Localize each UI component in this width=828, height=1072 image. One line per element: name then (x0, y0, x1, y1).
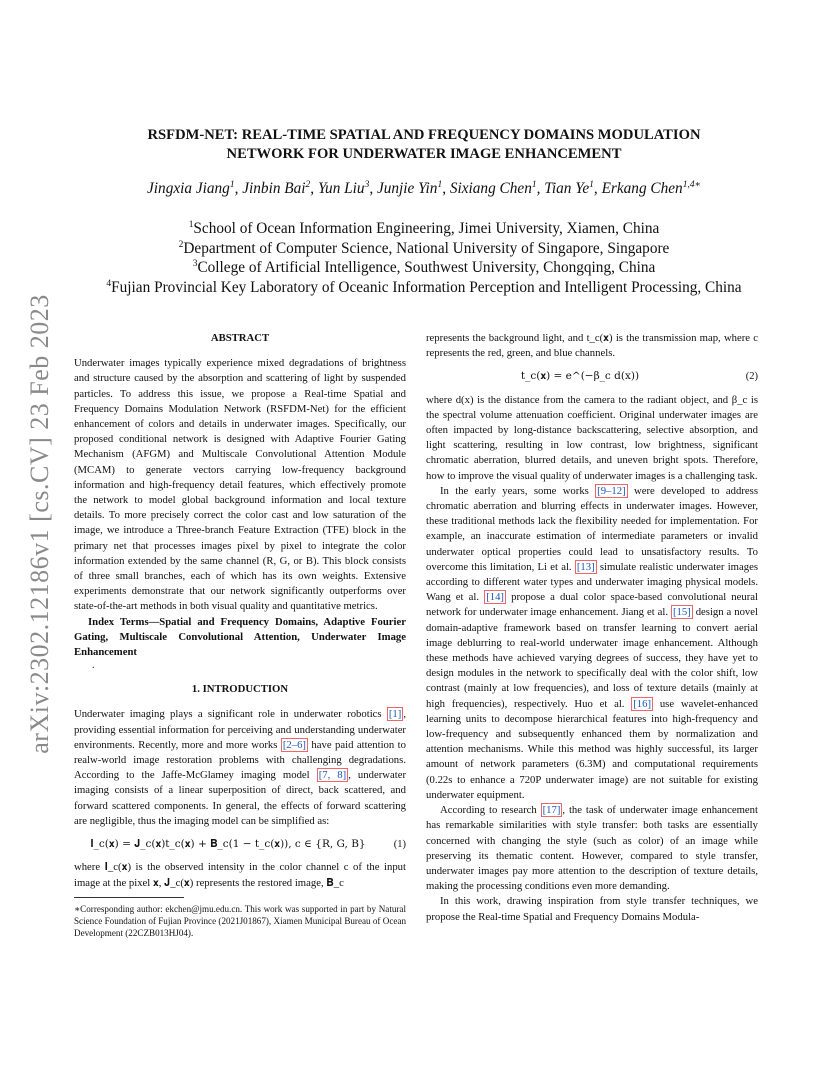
affiliation-list (60, 219, 788, 297)
citation-link[interactable]: [16] (633, 697, 652, 710)
citation-link[interactable]: [13] (576, 560, 595, 573)
paper-title (90, 126, 758, 164)
author: Jingxia Jiang$^1$, (147, 179, 243, 197)
author: Tian Ye$^1$, (544, 179, 602, 197)
affiliation: $^1$School of Ocean Information Engineering, Jimei University, Xiamen, China (188, 219, 660, 237)
citation-link[interactable]: [9–12] (597, 484, 626, 497)
equation-1-number: (1) (393, 839, 406, 851)
citation-link[interactable]: [2–6] (282, 738, 306, 751)
abstract-text: Underwater images typically experience mixed degradations of brightness and structure caused by the absorption and scattering of light by suspended particles. To address this issue, we propose a Real-time Spatial and Frequency Domains Modulation Network (RSFDM-Net) for the efficient enhancement of colors and details in underwater images. Specifically, our proposed conditional network is designed with Adaptive Fourier Gating Mechanism (AFGM) and Multiscale Convolutional Attention Module (MCAM) to generate vectors carrying low-frequency background information and high-frequency detail features, which effectively promote the network to model global background information and local texture details. To more precisely correct the color cast and low saturation of the image, we introduce a Three-branch Feature Extraction (TFE) block in the primary net that processes images pixel by pixel to integrate the color information extended by the same channel (R, G, or B). This block consists of three small branches, each of which has its own weights. Extensive experiments demonstrate that our network significantly outperforms over state-of-the-art methods in both visual quality and quantitative metrics. (74, 357, 406, 613)
equation-1 (74, 837, 406, 852)
citation-link[interactable]: [14] (486, 591, 504, 604)
footnote-text: ∗Corresponding author: ekchen@jmu.edu.cn. This work was supported in part by Natural Science Foundation of Fujian Province (2021J01867), Xiamen Municipal Bureau of Ocean Development (22CZB013HJ04). (74, 903, 406, 939)
author: Sixiang Chen$^1$, (449, 179, 545, 197)
equation-1-body: 𝐈_c(𝐱) = 𝐉_c(𝐱)t_c(𝐱) + 𝐁_c(1 − t_c(𝐱)), c ∈ {R, G, B} (90, 838, 366, 851)
right-paragraph-3: In the early years, some works [9–12] were developed to address chromatic aberration and blurring effects in underwater images. However, these traditional methods lack the flexibility needed for implementation. For example, an inaccurate estimation of intermediate parameters or invalid underwater optical properties could lead to unsatisfactory results. To overcome this limitation, Li et al. [13] simulate realistic underwater images according to different water types and underwater imaging physical models. Wang et al. [14] propose a dual color space-based convolutional neural network for underwater image enhancement. Jiang et al. [15] design a novel domain-adaptive framework based on transfer learning to convert aerial image deblurring to real-world underwater image enhancement. Although these methods have achieved varying degrees of success, they have yet to design modules in the network to specifically deal with the color shift, low contrast (mainly at low frequencies), and loss of texture details (mainly at high frequencies), respectively. Huo et al. [16] use wavelet-enhanced learning units to decompose hierarchical features into high-frequency and low-frequency and subsequently enhanced them by normalization and attention mechanisms. While this method was highly successful, its larger amount of network parameters (6.3M) and computational requirements (0.22s to enhance a 720P underwater image) are not suitable for existing underwater equipment. (426, 484, 759, 801)
right-paragraph-2: where d(x) is the distance from the camera to the radiant object, and β_c is the spectral volume attenuation coefficient. Original underwater images are often impacted by long-distance backscattering, selective absorption, and light scattering, resulting in low contrast, low brightness, significant chromatic aberration, blurred details, and uneven bright spots. Therefore, how to improve the visual quality of underwater images is a challenging task. (426, 393, 758, 482)
equation-2-number: (2) (745, 371, 758, 383)
index-terms: Index Terms—Spatial and Frequency Domains, Adaptive Fourier Gating, Multiscale Convolutional Attention, Underwater Image Enhancement (74, 615, 406, 659)
citation-link[interactable]: [15] (672, 606, 691, 619)
right-column (426, 331, 758, 925)
stray-dot: . (92, 660, 95, 672)
equation-2-body: t_c(𝐱) = e^(−β_c d(x)) (520, 370, 640, 383)
right-paragraph-4: According to research [17] , the task of underwater image enhancement has remarkable similarities with style transfer: both tasks are essentially concerned with changing the style (such as color) of an image while preserving its thematic content. However, compared to style transfer, underwater images pay more attention to the description of texture details, making the processing conditions even more demanding. (426, 804, 758, 893)
right-paragraph-5: In this work, drawing inspiration from style transfer techniques, we propose the Real-time Spatial and Frequency Domains Modula- (426, 895, 758, 923)
title-line-1: RSFDM-NET: REAL-TIME SPATIAL AND FREQUENCY DOMAINS MODULATION (147, 127, 701, 143)
intro-paragraph-1: Underwater imaging plays a significant role in underwater robotics [1] , providing essential information for perceiving and understanding underwater environments. Recently, more and more works [2–6] have paid attention to realw-world image restoration problems with challenging degradations. According to the Jaffe-McGlamey imaging model [7, 8] , underwater imaging consists of a linear superposition of direct, back scattered, and forward scattered components. In general, the effects of forward scattering are negligible, thus the imaging model can be simplified as: (74, 708, 406, 827)
citation-link[interactable]: [17] (542, 804, 561, 817)
author: Jinbin Bai$^2$, (242, 179, 318, 197)
intro-paragraph-2: where 𝐈_c(𝐱) is the observed intensity in the color channel c of the input image at the pixel 𝐱, 𝐉_c(𝐱) represents the restored image, 𝐁_c (74, 861, 406, 889)
affiliation: $^2$Department of Computer Science, National University of Singapore, Singapore (178, 239, 670, 257)
equation-2 (426, 369, 758, 384)
arxiv-stamp: arXiv:2302.12186v1 [cs.CV] 23 Feb 2023 (25, 294, 55, 754)
introduction-heading: 1. INTRODUCTION (191, 683, 289, 696)
author: Yun Liu$^3$, (317, 179, 377, 197)
left-column (74, 331, 406, 939)
citation-link[interactable]: [1] (388, 708, 402, 721)
author-list (80, 180, 768, 198)
author: Junjie Yin$^1$, (376, 179, 450, 197)
affiliation: $^4$Fujian Provincial Key Laboratory of Oceanic Information Perception and Intelligent Processing, China (106, 278, 742, 296)
citation-link[interactable]: [7, 8] (318, 769, 347, 782)
abstract-heading: ABSTRACT (210, 332, 270, 344)
title-line-2: NETWORK FOR UNDERWATER IMAGE ENHANCEMENT (226, 146, 622, 162)
author: Erkang Chen$^{1,4∗}$ (601, 179, 701, 197)
right-paragraph-1: represents the background light, and t_c(𝐱) is the transmission map, where c represents the red, green, and blue channels. (426, 332, 758, 360)
affiliation: $^3$College of Artificial Intelligence, Southwest University, Chongqing, China (192, 259, 656, 277)
